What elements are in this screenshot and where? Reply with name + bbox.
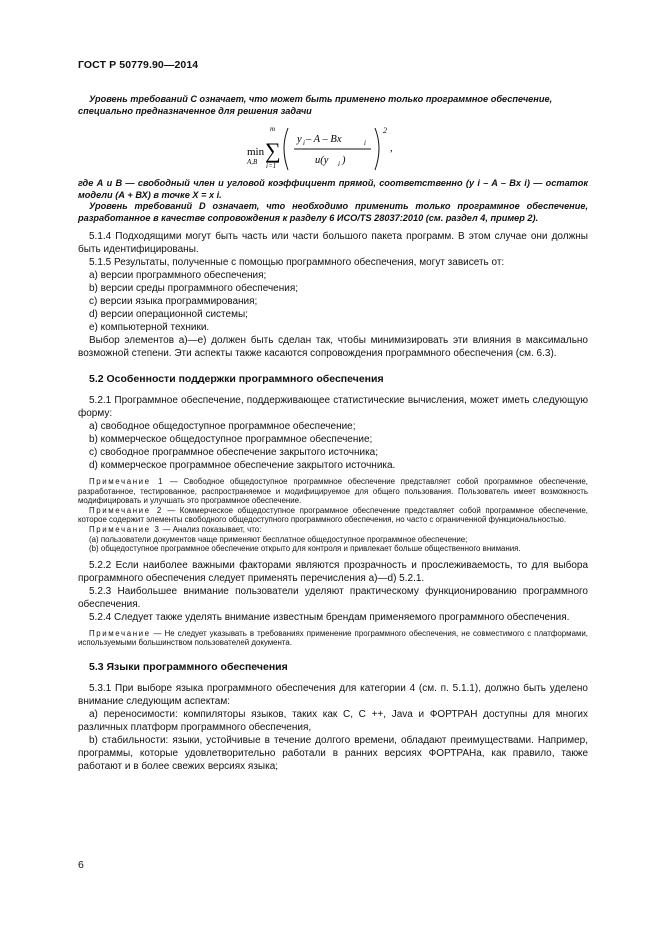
para-5-1-5: 5.1.5 Результаты, полученные с помощью программного обеспечения, могут зависеть от: (89, 257, 505, 268)
para-5-2-4: 5.2.4 Следует также уделять внимание известным брендам применяемого программного обеспечения. (89, 611, 570, 623)
note-4 (78, 629, 588, 648)
para-5-2-3: 5.2.3 Наибольшее внимание пользователи уделяют практическому функционированию программного обеспечения. (78, 585, 588, 610)
formula-svg (78, 120, 588, 176)
para-5-2-2: 5.2.2 Если наиболее важными факторами являются прозрачность и прослеживаемость, то для выбора программного обеспечения следует применять перечисления а)—d) 5.2.1. (78, 559, 588, 584)
section-5-2-heading: 5.2 Особенности поддержки программного обеспечения (89, 373, 384, 385)
formula-block (78, 120, 588, 176)
level-c-line1: Уровень требований С означает, что может быть применено только программное обеспечение, (89, 94, 553, 104)
note-2 (78, 506, 588, 525)
list-item: b) коммерческое общедоступное программное обеспечение; (89, 434, 373, 445)
para-5-1-4: 5.1.4 Подходящими могут быть часть или части большого пакета программ. В этом случае они должны быть идентифицированы. (78, 231, 588, 255)
formula-num-y-sub: i (303, 139, 305, 147)
note-2-text: — Коммерческое общедоступное программное обеспечение представляет собой программное обеспечение, которое содержит элементы свободного общедоступного программного обеспечения, но часто с ограниченной функциональностью. (78, 505, 588, 525)
document-header: ГОСТ Р 50779.90—2014 (78, 59, 199, 71)
note-3-item-b: (b) общедоступное программное обеспечение открыто для контроля и привлекает больше общественного внимания. (89, 544, 521, 554)
formula-num-rest: – A – Bx (306, 134, 342, 145)
para-5-3-1-b: b) стабильности: языки, устойчивые в течение долгого времени, обладают преимуществами. Например, программы, которые удовлетворительно работали в ранних версиях ФОРТРАНа, как правило, также работают и в более свежих версиях языка; (78, 734, 588, 772)
formula-power: 2 (383, 126, 387, 135)
formula-min: min (247, 146, 265, 158)
list-item: d) версии операционной системы; (89, 309, 248, 320)
page-number: 6 (78, 859, 84, 871)
note-1-text: — Свободное общедоступное программное обеспечение представляет собой программное обеспечение, разработанное, тестированное, распространяемое и модифицируемое для общего пользования. Пользователь имеет возможность модифицировать и улучшать это программное обеспечение. (78, 477, 588, 506)
note-3 (78, 525, 588, 535)
formula-num-rest-sub: i (364, 139, 366, 147)
where-text: где А и В — свободный член и угловой коэффициент прямой, соответственно (y i – A – Bx i) — остаток модели (А + ВХ) в точке Х = x i. (78, 178, 588, 200)
note-1 (78, 477, 588, 506)
para-5-1-5-end: Выбор элементов а)—е) должен быть сделан так, чтобы минимизировать эти влияния в максимально возможной степени. Эти аспекты также касаются сопровождения программного обеспечения (см. 6.3). (78, 335, 588, 359)
note-3-item-a: (а) пользователи документов чаще применяют бесплатное общедоступное программное обеспечение; (89, 534, 468, 544)
list-item: а) версии программного обеспечения; (89, 270, 267, 281)
list-item: а) свободное общедоступное программное обеспечение; (89, 421, 356, 432)
note-3-label: Примечание 3 (89, 524, 161, 534)
list-item: b) версии среды программного обеспечения; (89, 283, 299, 294)
section-5-3-heading: 5.3 Языки программного обеспечения (89, 660, 288, 673)
level-c-line2: специально предназначенное для решения задачи (78, 105, 312, 116)
note-1-label: Примечание 1 (89, 477, 165, 486)
note-3-text: — Анализ показывает, что: (160, 524, 262, 534)
formula-den-sub: i (338, 160, 340, 168)
list-item: d) коммерческое программное обеспечение закрытого источника. (89, 460, 396, 471)
formula-right-paren (375, 128, 379, 170)
formula-den-close: ) (342, 155, 346, 166)
note-4-label: Примечание (89, 628, 151, 638)
para-5-3-1: 5.3.1 При выборе языка программного обеспечения для категории 4 (см. п. 5.1.1), должно быть уделено внимание следующим аспектам: (78, 682, 588, 707)
list-item: с) версии языка программирования; (89, 296, 258, 307)
note-4-text: — Не следует указывать в требованиях применение программного обеспечения, не совместимого с платформами, используемыми большинством пользователей документа. (78, 628, 588, 648)
formula-sigma: ∑ (265, 138, 281, 163)
list-item: е) компьютерной техники. (89, 322, 210, 333)
formula-den: u(y (315, 155, 329, 166)
list-item: с) свободное программное обеспечение закрытого источника; (89, 447, 378, 458)
para-5-2-1: 5.2.1 Программное обеспечение, поддерживающее статистические вычисления, может иметь следующую форму: (78, 395, 588, 419)
formula-sum-lower: i=1 (266, 162, 277, 170)
page-body (78, 94, 588, 773)
formula-trail: , (390, 143, 393, 154)
level-d-text: Уровень требований D означает, что необходимо применить только программное обеспечение, разработанное в качестве сопровождения к разделу 6 ИСО/TS 28037:2010 (см. раздел 4, пример 2). (78, 201, 588, 223)
para-5-3-1-a: а) переносимости: компиляторы языков, таких как С, С ++, Java и ФОРТРАН доступны для многих различных платформ программного обеспечения, (78, 708, 588, 733)
formula-left-paren (284, 128, 288, 170)
formula-num-y: y (297, 134, 302, 145)
formula-sum-upper: m (270, 125, 276, 133)
note-2-label: Примечание 2 (89, 505, 163, 515)
formula-min-sub: A,B (247, 158, 258, 166)
